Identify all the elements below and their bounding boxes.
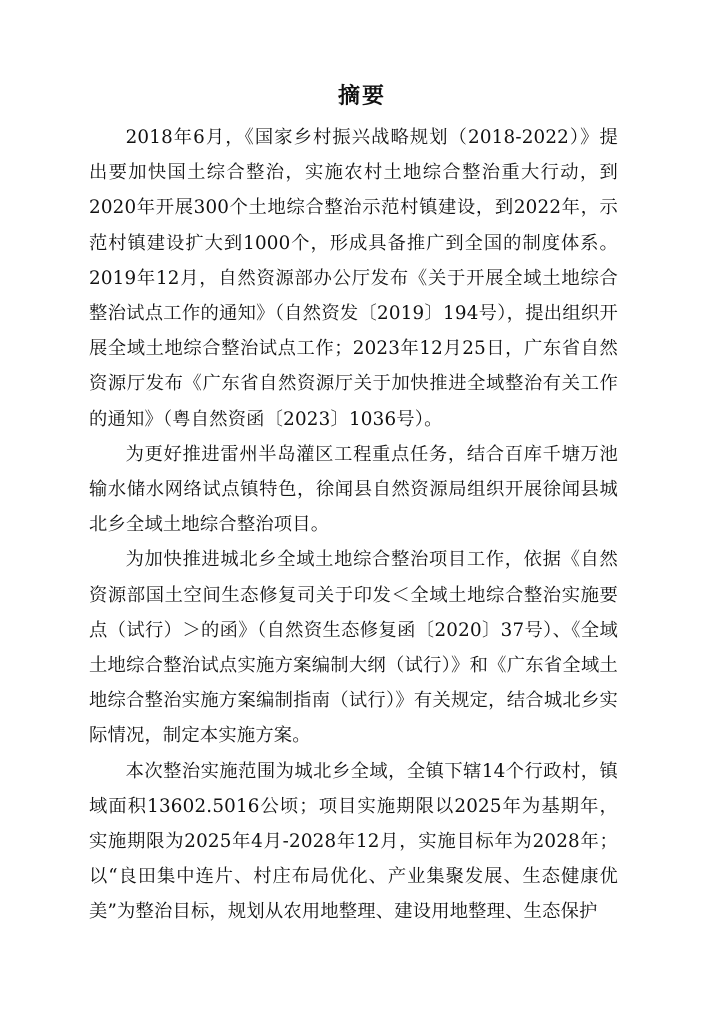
page-title: 摘要 [337,84,386,109]
paragraph-purpose: 为更好推进雷州半岛灌区工程重点任务，结合百库千塘万池输水储水网络试点镇特色，徐闻县自然资源局组织开展徐闻县城北乡全域土地综合整治项目。 [89,443,618,536]
paragraph-background: 2018年6月，《国家乡村振兴战略规划（2018-2022）》提出要加快国土综合整治，实施农村土地综合整治重大行动，到2020年开展300个土地综合整治示范村镇建设，到2022年，示范村镇建设扩大到1000个，形成具备推广到全国的制度体系。2019年12月，自然资源部办公厅发布《关于开展全域土地综合整治试点工作的通知》（自然资发〔2019〕194号），提出组织开展全域土地综合整治试点工作；2023年12月25日，广东省自然资源厅发布《广东省自然资源厅关于加快推进全域整治有关工作的通知》（粤自然资函〔2023〕1036号）。 [89,127,618,430]
document-body [89,120,618,930]
paragraph-scope: 本次整治实施范围为城北乡全域，全镇下辖14个行政村，镇域面积13602.5016公顷；项目实施期限以2025年为基期年，实施期限为2025年4月-2028年12月，实施目标年为2028年；以“良田集中连片、村庄布局优化、产业集聚发展、生态健康优美”为整治目标，规划从农用地整理、建设用地整理、生态保护 [89,760,618,923]
paragraph-basis: 为加快推进城北乡全域土地综合整治项目工作，依据《自然资源部国土空间生态修复司关于印发＜全域土地综合整治实施要点（试行）＞的函》（自然资生态修复函〔2020〕37号）、《全域土地综合整治试点实施方案编制大纲（试行）》和《广东省全域土地综合整治实施方案编制指南（试行）》有关规定，结合城北乡实际情况，制定本实施方案。 [89,549,618,747]
